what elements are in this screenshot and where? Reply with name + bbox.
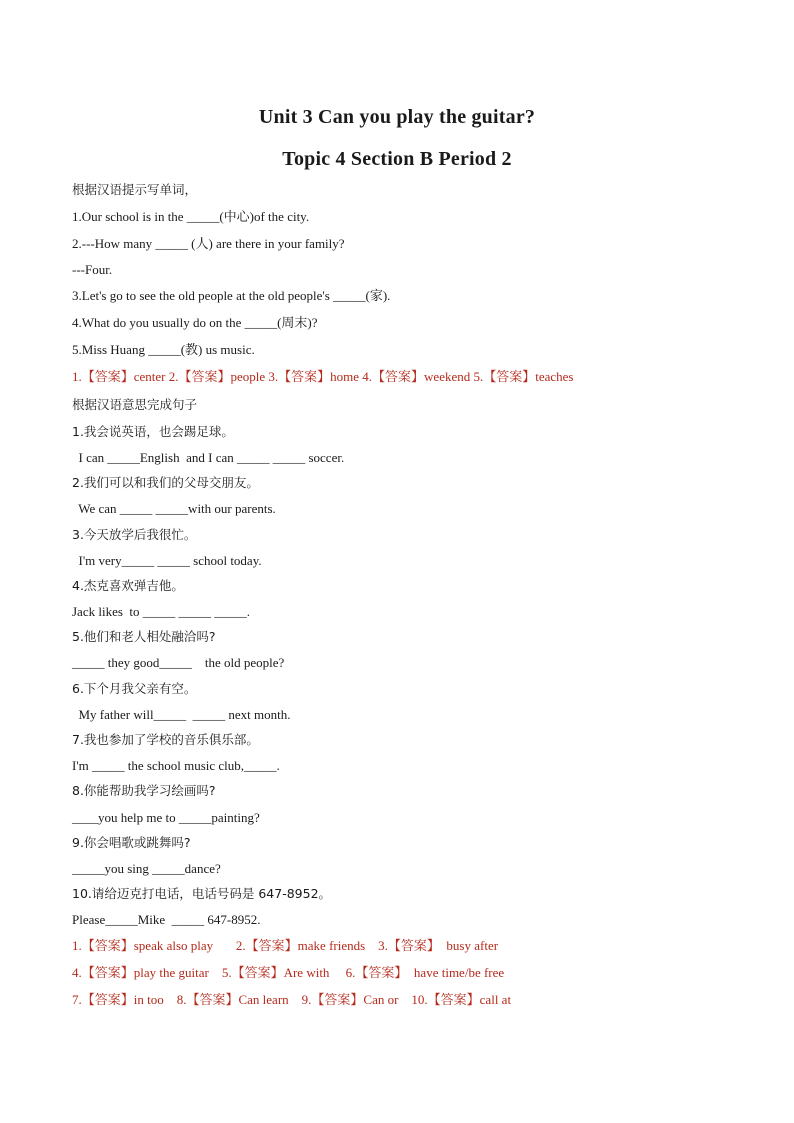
exercise-line: 4.What do you usually do on the _____(周末)? xyxy=(72,315,318,330)
exercise-line: 2.我们可以和我们的父母交朋友。 xyxy=(72,475,259,490)
exercise-line: 3.今天放学后我很忙。 xyxy=(72,527,197,542)
exercise-line: 5.他们和老人相处融洽吗? xyxy=(72,629,216,644)
exercise-line: 9.你会唱歌或跳舞吗? xyxy=(72,835,191,850)
exercise-line: 1.Our school is in the _____(中心)of the city. xyxy=(72,209,310,224)
exercise-line: 6.下个月我父亲有空。 xyxy=(72,681,197,696)
exercise-line: I'm _____ the school music club,_____. xyxy=(72,758,280,773)
exercise-line: 7.我也参加了学校的音乐俱乐部。 xyxy=(72,732,259,747)
exercise-line: We can _____ _____with our parents. xyxy=(72,501,276,516)
exercise-line: 5.Miss Huang _____(教) us music. xyxy=(72,342,255,357)
exercise-line: I can _____English and I can _____ _____ soccer. xyxy=(72,450,345,465)
answer-line: 4.【答案】play the guitar 5.【答案】Are with 6.【答案】 have time/be free xyxy=(72,965,505,980)
exercise-line: Jack likes to _____ _____ _____. xyxy=(72,604,251,619)
exercise-line: Please_____Mike _____ 647-8952. xyxy=(72,912,261,927)
page-subtitle: Topic 4 Section B Period 2 xyxy=(282,148,512,170)
exercise-line: My father will_____ _____ next month. xyxy=(72,707,291,722)
section2-heading: 根据汉语意思完成句子 xyxy=(72,397,198,412)
exercise-line: 3.Let's go to see the old people at the old people's _____(家). xyxy=(72,288,391,303)
exercise-line: 10.请给迈克打电话，电话号码是 647-8952。 xyxy=(72,886,332,901)
answer-line: 7.【答案】in too 8.【答案】Can learn 9.【答案】Can or 10.【答案】call at xyxy=(72,992,512,1007)
exercise-line: 1.我会说英语，也会踢足球。 xyxy=(72,424,234,439)
answer-line: 1.【答案】speak also play 2.【答案】make friends 3.【答案】 busy after xyxy=(72,938,499,953)
exercise-line: _____ they good_____ the old people? xyxy=(72,655,285,670)
exercise-line: 8.你能帮助我学习绘画吗? xyxy=(72,783,216,798)
page-title: Unit 3 Can you play the guitar? xyxy=(258,106,536,128)
exercise-line: ---Four. xyxy=(72,262,113,277)
exercise-line: 4.杰克喜欢弹吉他。 xyxy=(72,578,184,593)
section1-heading: 根据汉语提示写单词， xyxy=(72,182,198,197)
exercise-line: _____you sing _____dance? xyxy=(72,861,221,876)
exercise-line: I'm very_____ _____ school today. xyxy=(72,553,262,568)
exercise-line: ____you help me to _____painting? xyxy=(72,810,260,825)
exercise-line: 2.---How many _____ (人) are there in your family? xyxy=(72,236,345,251)
answer-line: 1.【答案】center 2.【答案】people 3.【答案】home 4.【答案】weekend 5.【答案】teaches xyxy=(72,369,574,384)
